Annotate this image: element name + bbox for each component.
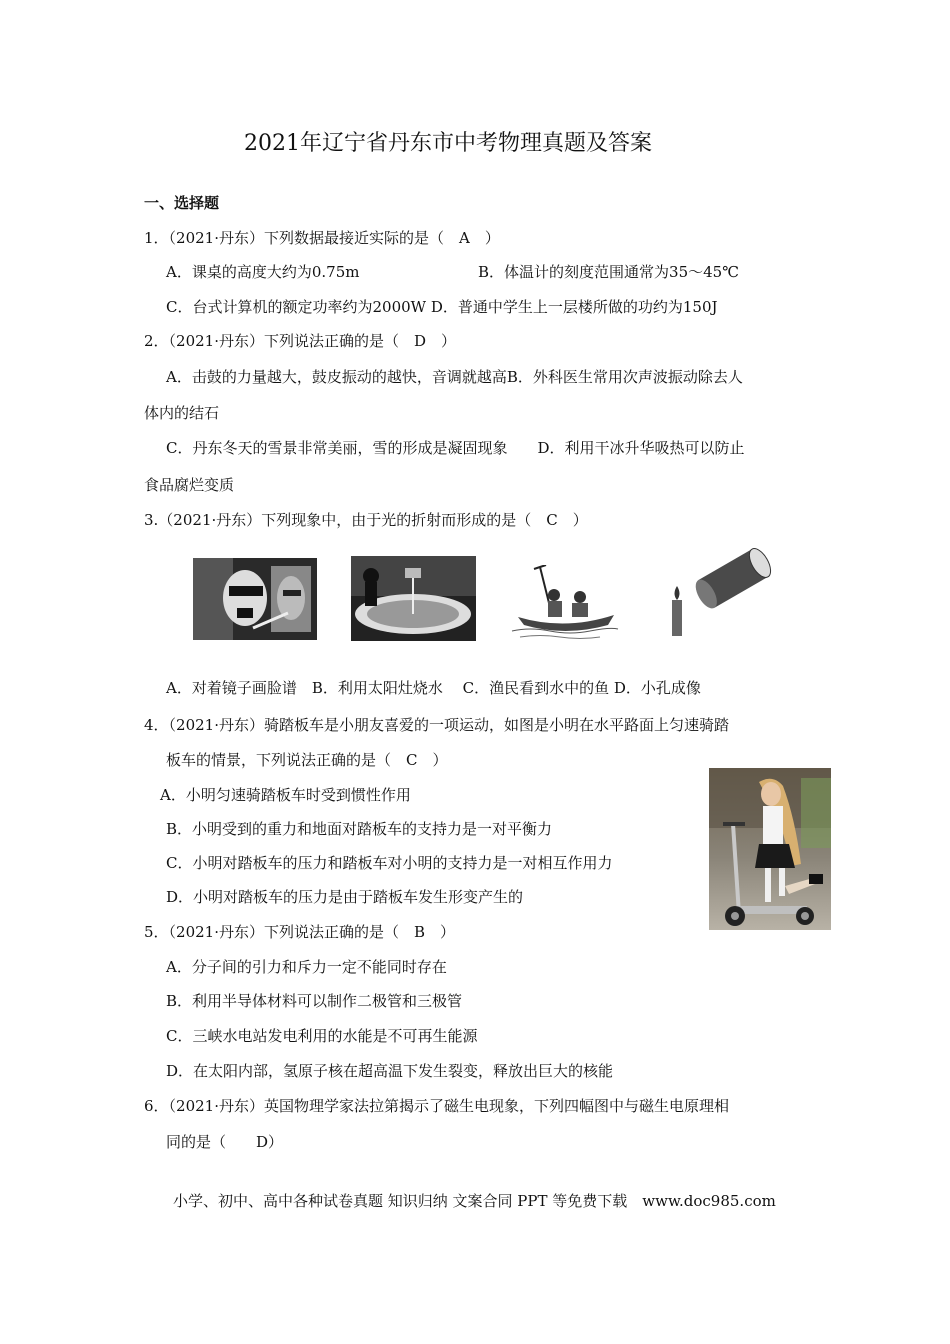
question-2-option-cd-line1: C．丹东冬天的雪景非常美丽，雪的形成是凝固现象 D．利用干冰升华吸热可以防止: [166, 439, 745, 457]
solar-cooker-image: [351, 556, 476, 641]
mirror-face-painting-image: [193, 558, 317, 640]
question-4-stem-line1: 4．（2021·丹东）骑踏板车是小朋友喜爱的一项运动，如图是小明在水平路面上匀速骑踏: [144, 716, 729, 734]
question-2-stem: 2．（2021·丹东）下列说法正确的是（ D ）: [144, 332, 457, 350]
question-1-option-b: B．体温计的刻度范围通常为35～45℃: [478, 263, 739, 281]
page-title: 2021年辽宁省丹东市中考物理真题及答案: [244, 131, 652, 156]
scooter-girl-photo: [709, 768, 831, 930]
question-5-option-b: B．利用半导体材料可以制作二极管和三极管: [166, 992, 463, 1010]
section-heading: 一、选择题: [144, 194, 220, 212]
question-5-stem: 5．（2021·丹东）下列说法正确的是（ B ）: [144, 923, 456, 941]
question-2-option-cd-line2: 食品腐烂变质: [144, 476, 235, 494]
question-3-options: A．对着镜子画脸谱 B．利用太阳灶烧水 C．渔民看到水中的鱼 D．小孔成像: [166, 679, 701, 697]
question-1-stem: 1．（2021·丹东）下列数据最接近实际的是（ A ）: [144, 229, 500, 247]
question-5-option-a: A．分子间的引力和斥力一定不能同时存在: [166, 958, 447, 976]
page-footer: 小学、初中、高中各种试卷真题 知识归纳 文案合同 PPT 等免费下载 www.doc985.com: [173, 1192, 776, 1210]
question-4-option-c: C．小明对踏板车的压力和踏板车对小明的支持力是一对相互作用力: [166, 854, 613, 872]
question-5-option-d: D．在太阳内部，氢原子核在超高温下发生裂变，释放出巨大的核能: [166, 1062, 614, 1080]
question-4-option-a: A．小明匀速骑踏板车时受到惯性作用: [160, 786, 411, 804]
question-4-stem-line2: 板车的情景，下列说法正确的是（ C ）: [166, 751, 448, 769]
question-2-option-ab-line2: 体内的结石: [144, 404, 220, 422]
question-1-option-cd: C．台式计算机的额定功率约为2000W D．普通中学生上一层楼所做的功约为150J: [166, 298, 718, 316]
question-4-option-b: B．小明受到的重力和地面对踏板车的支持力是一对平衡力: [166, 820, 553, 838]
question-4-option-d: D．小明对踏板车的压力是由于踏板车发生形变产生的: [166, 888, 524, 906]
question-6-stem-line2: 同的是（ D）: [166, 1133, 284, 1151]
question-5-option-c: C．三峡水电站发电利用的水能是不可再生能源: [166, 1027, 478, 1045]
question-2-option-ab-line1: A．击鼓的力量越大，鼓皮振动的越快，音调就越高B．外科医生常用次声波振动除去人: [166, 368, 743, 386]
question-6-stem-line1: 6．（2021·丹东）英国物理学家法拉第揭示了磁生电现象，下列四幅图中与磁生电原理相: [144, 1097, 729, 1115]
fisherman-boat-image: [510, 565, 620, 643]
question-1-option-a: A．课桌的高度大约为0.75m: [166, 263, 360, 281]
pinhole-imaging-image: [666, 540, 774, 640]
question-3-stem: 3.（2021·丹东）下列现象中，由于光的折射而形成的是（ C ）: [144, 511, 588, 529]
